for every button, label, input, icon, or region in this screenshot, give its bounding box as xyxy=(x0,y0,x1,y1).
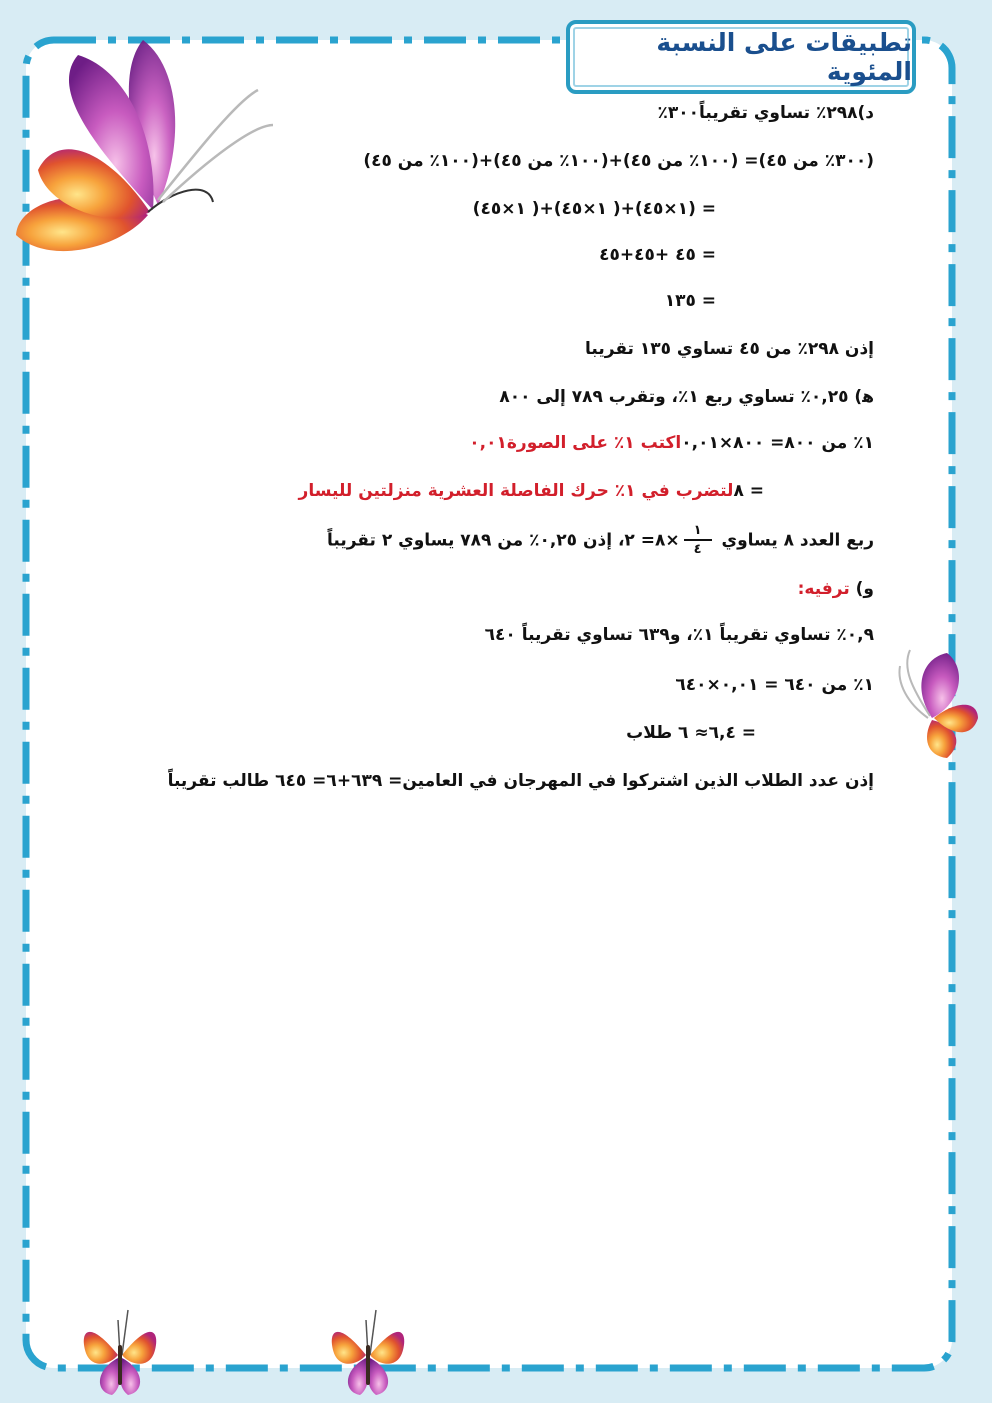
text-line: (٣٠٠٪ من ٤٥)= (١٠٠٪ من ٤٥)+(١٠٠٪ من ٤٥)+(١٠٠٪ من ٤٥) xyxy=(363,151,874,171)
fraction xyxy=(684,524,712,557)
text-line: = ٦,٤≈ ٦ طلاب xyxy=(626,723,756,743)
text-segment: ×٨= ٢، إذن ٠,٢٥٪ من ٧٨٩ يساوي ٢ تقريباً xyxy=(327,530,680,551)
title-box xyxy=(566,20,916,94)
section-heading: ترفيه: xyxy=(797,579,850,599)
butterfly-icon xyxy=(892,648,982,763)
hint-note: اكتب ١٪ على الصورة٠,٠١ xyxy=(469,433,682,453)
equation: ١٪ من ٨٠٠= ٨٠٠×٠,٠١ xyxy=(681,433,874,453)
hint-note: لتضرب في ١٪ حرك الفاصلة العشرية منزلتين لليسار xyxy=(298,481,734,501)
text-line: إذن ٢٩٨٪ من ٤٥ تساوي ١٣٥ تقريبا xyxy=(585,339,874,359)
text-line xyxy=(327,524,874,557)
fraction-denominator: ٤ xyxy=(693,542,702,557)
text-line xyxy=(469,430,874,456)
butterfly-icon xyxy=(318,1300,418,1400)
text-line: ﻫ) ٠,٢٥٪ تساوي ربع ١٪، وتقرب ٧٨٩ إلى ٨٠٠ xyxy=(499,387,874,407)
butterfly-icon xyxy=(70,1300,170,1400)
fraction-numerator: ١ xyxy=(684,524,712,541)
text-segment: ربع العدد ٨ يساوي xyxy=(721,530,874,551)
text-line: = ١٣٥ xyxy=(664,291,716,311)
text-line: ١٪ من ٦٤٠ = ٠,٠١×٦٤٠ xyxy=(675,675,874,695)
section-label: و) xyxy=(855,579,874,599)
text-line: ٠,٩٪ تساوي تقريباً ١٪، و٦٣٩ تساوي تقريباً ٦٤٠ xyxy=(484,625,874,645)
text-line: د)٢٩٨٪ تساوي تقريباً٣٠٠٪ xyxy=(657,103,874,123)
text-line xyxy=(299,478,764,504)
text-line: = (١×٤٥)+( ١×٤٥)+( ١×٤٥) xyxy=(472,199,716,219)
text-line: = ٤٥ +٤٥+٤٥ xyxy=(599,245,716,265)
equation: = ٨ xyxy=(733,481,764,501)
text-line xyxy=(798,576,874,602)
butterfly-icon xyxy=(8,30,278,270)
text-line: إذن عدد الطلاب الذين اشتركوا في المهرجان في العامين= ٦٣٩+٦= ٦٤٥ طالب تقريباً xyxy=(167,771,874,791)
page-title: تطبيقات على النسبة المئوية xyxy=(656,28,912,86)
